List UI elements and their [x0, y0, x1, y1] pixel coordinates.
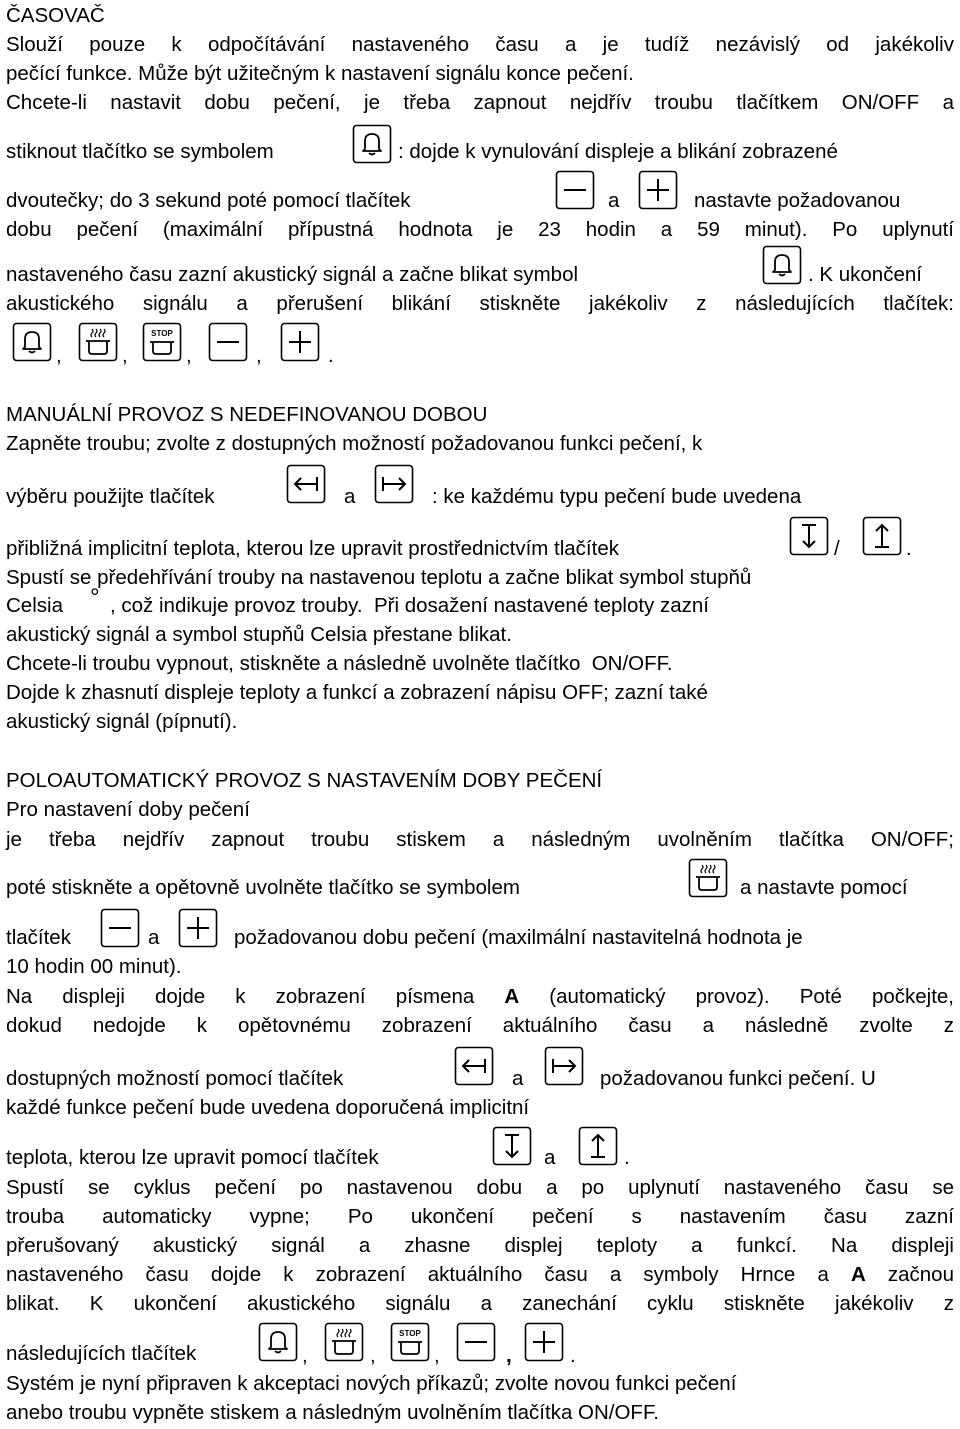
minus-icon — [555, 170, 595, 210]
pot-icon — [78, 322, 118, 362]
paragraph-line: poté stiskněte a opětovně uvolněte tlačítko se symbolem — [6, 876, 520, 899]
paragraph-line: a — [344, 485, 356, 508]
arrow-down-icon — [492, 1126, 532, 1166]
paragraph-line: a — [544, 1146, 556, 1169]
separator-comma: , — [56, 344, 62, 367]
stop-icon — [390, 1322, 430, 1362]
arrow-right-icon — [544, 1046, 584, 1086]
paragraph-line: Chcete-li nastavit dobu pečení, je třeba zapnout nejdřív troubu tlačítkem ON/OFF a — [6, 91, 954, 114]
paragraph-line: : dojde k vynulování displeje a blikání zobrazené — [398, 140, 838, 163]
paragraph-line: teplota, kterou lze upravit pomocí tlačítek — [6, 1146, 379, 1169]
separator-comma: , — [122, 344, 128, 367]
section-title-manual: MANUÁLNÍ PROVOZ S NEDEFINOVANOU DOBOU — [6, 403, 488, 426]
paragraph-line: . — [624, 1146, 630, 1169]
bell-icon — [258, 1322, 298, 1362]
paragraph-line: dobu pečení (maximální přípustná hodnota je 23 hodin a 59 minut). Po uplynutí — [6, 218, 954, 241]
paragraph-line: blikat. K ukončení akustického signálu a zanechání cyklu stiskněte jakékoliv z — [6, 1292, 954, 1315]
stop-icon — [142, 322, 182, 362]
paragraph-line: akustický signál (pípnutí). — [6, 710, 238, 733]
paragraph-line: následujících tlačítek — [6, 1342, 197, 1365]
minus-icon — [456, 1322, 496, 1362]
paragraph-line: Pro nastavení doby pečení — [6, 798, 250, 821]
paragraph-line: Zapněte troubu; zvolte z dostupných možností požadovanou funkci pečení, k — [6, 432, 703, 455]
paragraph-line: přerušovaný akustický signál a zhasne displej teploty a funkcí. Na displeji — [6, 1234, 954, 1257]
plus-icon — [280, 322, 320, 362]
separator-comma: , — [302, 1344, 308, 1367]
paragraph-line: požadovanou funkci pečení. U — [600, 1067, 876, 1090]
paragraph-line: : ke každému typu pečení bude uvedena — [432, 485, 802, 508]
paragraph-line: a nastavte pomocí — [740, 876, 908, 899]
plus-icon — [178, 908, 218, 948]
paragraph-line: a — [608, 189, 620, 212]
separator-comma: , — [506, 1344, 512, 1367]
paragraph-line: požadovanou dobu pečení (maxilmální nastavitelná hodnota je — [234, 926, 803, 949]
minus-icon — [208, 322, 248, 362]
bell-icon — [762, 245, 802, 285]
arrow-right-icon — [374, 464, 414, 504]
bell-icon — [352, 124, 392, 164]
bell-icon — [12, 322, 52, 362]
arrow-up-icon — [862, 516, 902, 556]
pot-icon — [324, 1322, 364, 1362]
section-title-casovac: ČASOVAČ — [6, 4, 105, 27]
arrow-down-icon — [789, 516, 829, 556]
paragraph-line: stiknout tlačítko se symbolem — [6, 140, 274, 163]
separator-comma: , — [186, 344, 192, 367]
paragraph-line: . K ukončení — [808, 263, 922, 286]
plus-icon — [638, 170, 678, 210]
paragraph-line: trouba automaticky vypne; Po ukončení pečení s nastavením času zazní — [6, 1205, 954, 1228]
arrow-up-icon — [578, 1126, 618, 1166]
paragraph-line: nastaveného času zazní akustický signál a začne blikat symbol — [6, 263, 579, 286]
paragraph-line: dvoutečky; do 3 sekund poté pomocí tlačítek — [6, 189, 411, 212]
paragraph-line: nastaveného času dojde k zobrazení aktuálního času a symboly Hrnce a A začnou — [6, 1263, 954, 1286]
paragraph-line: každé funkce pečení bude uvedena doporučená implicitní — [6, 1096, 530, 1119]
separator-comma: , — [434, 1344, 440, 1367]
paragraph-line: nastavte požadovanou — [694, 189, 901, 212]
paragraph-line: Na displeji dojde k zobrazení písmena A (automatický provoz). Poté počkejte, — [6, 985, 954, 1008]
paragraph-line: a — [148, 926, 160, 949]
svg-text:STOP: STOP — [399, 1329, 421, 1338]
paragraph-line: je třeba nejdřív zapnout troubu stiskem a následným uvolněním tlačítka ON/OFF; — [6, 828, 954, 851]
svg-text:STOP: STOP — [151, 329, 173, 338]
paragraph-line: Spustí se cyklus pečení po nastavenou dobu a po uplynutí nastaveného času se — [6, 1176, 954, 1199]
paragraph-line: dostupných možností pomocí tlačítek — [6, 1067, 344, 1090]
paragraph-line: výběru použijte tlačítek — [6, 485, 215, 508]
separator-comma: , — [370, 1344, 376, 1367]
plus-icon — [524, 1322, 564, 1362]
paragraph-line: 10 hodin 00 minut). — [6, 955, 182, 978]
paragraph-line: Chcete-li troubu vypnout, stiskněte a následně uvolněte tlačítko ON/OFF. — [6, 652, 673, 675]
paragraph-line: přibližná implicitní teplota, kterou lze upravit prostřednictvím tlačítek — [6, 537, 619, 560]
paragraph-line: a — [512, 1067, 524, 1090]
paragraph-line: Celsia — [6, 594, 63, 617]
end-dot: . — [328, 344, 334, 367]
paragraph-line: tlačítek — [6, 926, 71, 949]
paragraph-line: Slouží pouze k odpočítávání nastaveného času a je tudíž nezávislý od jakékoliv — [6, 33, 954, 56]
minus-icon — [100, 908, 140, 948]
arrow-left-icon — [286, 464, 326, 504]
paragraph-line: , což indikuje provoz trouby. Při dosažení nastavené teploty zazní — [110, 594, 710, 617]
paragraph-line: akustický signál a symbol stupňů Celsia přestane blikat. — [6, 623, 512, 646]
paragraph-line: dokud nedojde k opětovnému zobrazení aktuálního času a následně zvolte z — [6, 1014, 954, 1037]
paragraph-line: . — [906, 537, 912, 560]
paragraph-line: pečící funkce. Může být užitečným k nastavení signálu konce pečení. — [6, 62, 634, 85]
paragraph-line: Systém je nyní připraven k akceptaci nových příkazů; zvolte novou funkci pečení — [6, 1372, 737, 1395]
degree-symbol: ° — [90, 584, 100, 611]
paragraph-line: Dojde k zhasnutí displeje teploty a funkcí a zobrazení nápisu OFF; zazní také — [6, 681, 708, 704]
paragraph-line: / — [834, 537, 840, 560]
separator-comma: , — [256, 344, 262, 367]
paragraph-line: anebo troubu vypněte stiskem a následným uvolněním tlačítka ON/OFF. — [6, 1401, 659, 1424]
arrow-left-icon — [454, 1046, 494, 1086]
paragraph-line: Spustí se předehřívání trouby na nastavenou teplotu a začne blikat symbol stupňů — [6, 566, 752, 589]
end-dot: . — [570, 1344, 576, 1367]
pot-icon — [688, 858, 728, 898]
section-title-semiauto: POLOAUTOMATICKÝ PROVOZ S NASTAVENÍM DOBY PEČENÍ — [6, 769, 603, 792]
paragraph-line: akustického signálu a přerušení blikání stiskněte jakékoliv z následujících tlačítek: — [6, 292, 954, 315]
